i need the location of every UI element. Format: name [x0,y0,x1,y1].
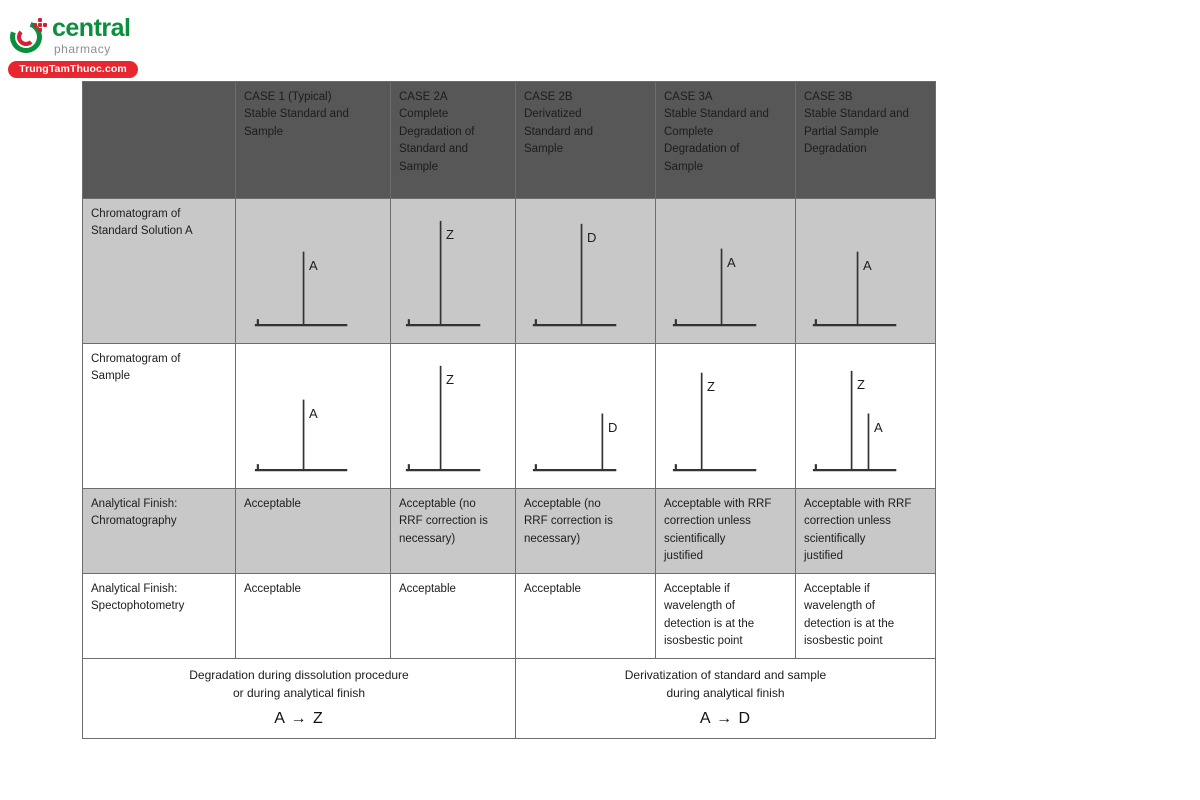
peak-label: A [309,406,318,421]
chromatogram-trace [516,199,655,343]
finish-verdict-cell [391,573,516,658]
row-label-line: Spectophotometry [91,600,185,613]
row-label-line: Chromatogram of [91,353,181,365]
verdict-line: justified [804,550,843,563]
logo-row [8,16,148,57]
verdict-line: Acceptable (no [524,498,601,510]
logo-site-pill: TrungTamThuoc.com [8,61,138,78]
finish-verdict-cell [516,573,656,658]
row-label-line: Analytical Finish: [91,498,178,510]
footer-note-cell [83,658,516,738]
case-title: CASE 2B [524,91,573,103]
verdict-line: wavelength of [804,600,875,613]
verdict-line: necessary) [524,532,581,545]
peak-label: D [587,230,597,245]
header-cell-case-2a [391,82,516,199]
verdict-line: RRF correction is [399,515,488,528]
chromatogram-trace [516,344,655,488]
verdict-line: RRF correction is [524,515,613,528]
verdict-line: Acceptable if [664,582,730,595]
peak-label: A [863,258,872,273]
logo-brand-main: central [52,14,131,42]
verdict-line: isosbestic point [804,635,883,648]
verdict-line: Acceptable with RRF [664,498,772,510]
footer-note-line: during analytical finish [666,685,785,700]
peak-label: A [309,258,318,273]
verdict-line: detection is at the [804,617,895,630]
row-label-line: Sample [91,370,130,383]
logo-brand-sub: pharmacy [54,42,111,56]
footer-conversion: A → D [699,709,752,727]
case-desc-line: Stable Standard and [664,108,769,121]
peak-label: Z [446,227,454,242]
verdict-line: Acceptable [524,582,581,595]
row-label-cell [83,489,236,574]
verdict-line: necessary) [399,532,456,545]
header-blank-cell [83,82,236,199]
finish-verdict-cell [516,489,656,574]
verdict-line: Acceptable [244,498,301,510]
table-row [83,199,936,344]
header-cell-case-3b [796,82,936,199]
row-label-line: Analytical Finish: [91,582,178,595]
case-desc-line: Complete [399,108,449,121]
row-label-line: Chromatography [91,515,177,528]
table-row [83,344,936,489]
verdict-line: Acceptable [399,582,456,595]
case-desc-line: Sample [664,160,703,173]
footer-note-line: Degradation during dissolution procedure [189,667,409,682]
verdict-line: scientifically [664,532,726,545]
case-title: CASE 2A [399,91,448,103]
chromatogram-cell [656,344,796,489]
case-desc-line: Degradation of [664,143,740,156]
case-desc-line: Complete [664,125,714,138]
chromatogram-cell [236,344,391,489]
table-footer-row [83,658,936,738]
case-desc-line: Standard and [524,125,594,138]
chromatogram-cell [391,199,516,344]
chromatogram-trace [796,344,935,488]
case-desc-line: Stable Standard and [244,108,349,121]
case-desc-line: Standard and [399,143,469,156]
finish-verdict-cell [656,489,796,574]
footer-note-line: Derivatization of standard and sample [624,667,827,682]
finish-verdict-cell [796,573,936,658]
verdict-line: Acceptable with RRF [804,498,912,510]
logo-wordmark [52,16,148,57]
chromatogram-trace [391,199,515,343]
footer-note-cell [516,658,936,738]
chromatogram-trace [656,199,795,343]
case-desc-line: Derivatized [524,108,582,121]
chromatogram-cell [516,344,656,489]
table-header-row [83,82,936,199]
finish-verdict-cell [391,489,516,574]
case-desc-line: Partial Sample [804,125,879,138]
chromatogram-trace [656,344,795,488]
chromatogram-cell [516,199,656,344]
verdict-line: detection is at the [664,617,755,630]
finish-verdict-cell [796,489,936,574]
chromatogram-cell [796,199,936,344]
chromatogram-cell [796,344,936,489]
table-row [83,489,936,574]
table-row [83,573,936,658]
header-cell-case-3a [656,82,796,199]
row-label-line: Chromatogram of [91,208,181,220]
brand-logo [8,16,148,86]
verdict-line: scientifically [804,532,866,545]
medical-cross-icon [33,18,48,33]
peak-label: Z [707,379,715,394]
finish-verdict-cell [236,489,391,574]
central-pharmacy-mark-icon [8,17,48,57]
verdict-line: Acceptable [244,582,301,595]
verdict-line: Acceptable (no [399,498,476,510]
verdict-line: correction unless [664,515,751,528]
chromatogram-cell [236,199,391,344]
verdict-line: Acceptable if [804,582,870,595]
peak-label: A [727,255,736,270]
case-desc-line: Sample [524,143,563,156]
header-cell-case-1 [236,82,391,199]
finish-verdict-cell [656,573,796,658]
case-desc-line: Degradation [804,143,867,156]
case-desc-line: Degradation of [399,125,475,138]
row-label-cell [83,344,236,489]
verdict-line: isosbestic point [664,635,743,648]
verdict-line: correction unless [804,515,891,528]
row-label-cell [83,199,236,344]
footer-note-line: or during analytical finish [232,685,366,700]
case-title: CASE 3A [664,91,713,103]
table-body [83,82,936,739]
header-cell-case-2b [516,82,656,199]
case-title: CASE 1 (Typical) [244,91,332,103]
analytical-finish-decision-table [82,81,936,739]
row-label-cell [83,573,236,658]
chromatogram-trace [391,344,515,488]
verdict-line: wavelength of [664,600,735,613]
peak-label: Z [857,377,865,392]
footer-conversion: A → Z [274,709,324,727]
peak-label: Z [446,372,454,387]
case-desc-line: Stable Standard and [804,108,909,121]
case-desc-line: Sample [399,160,438,173]
chromatogram-cell [391,344,516,489]
case-desc-line: Sample [244,125,283,138]
peak-label: A [874,420,883,435]
chromatogram-cell [656,199,796,344]
finish-verdict-cell [236,573,391,658]
verdict-line: justified [664,550,703,563]
row-label-line: Standard Solution A [91,225,193,238]
case-title: CASE 3B [804,91,853,103]
peak-label: D [608,420,618,435]
